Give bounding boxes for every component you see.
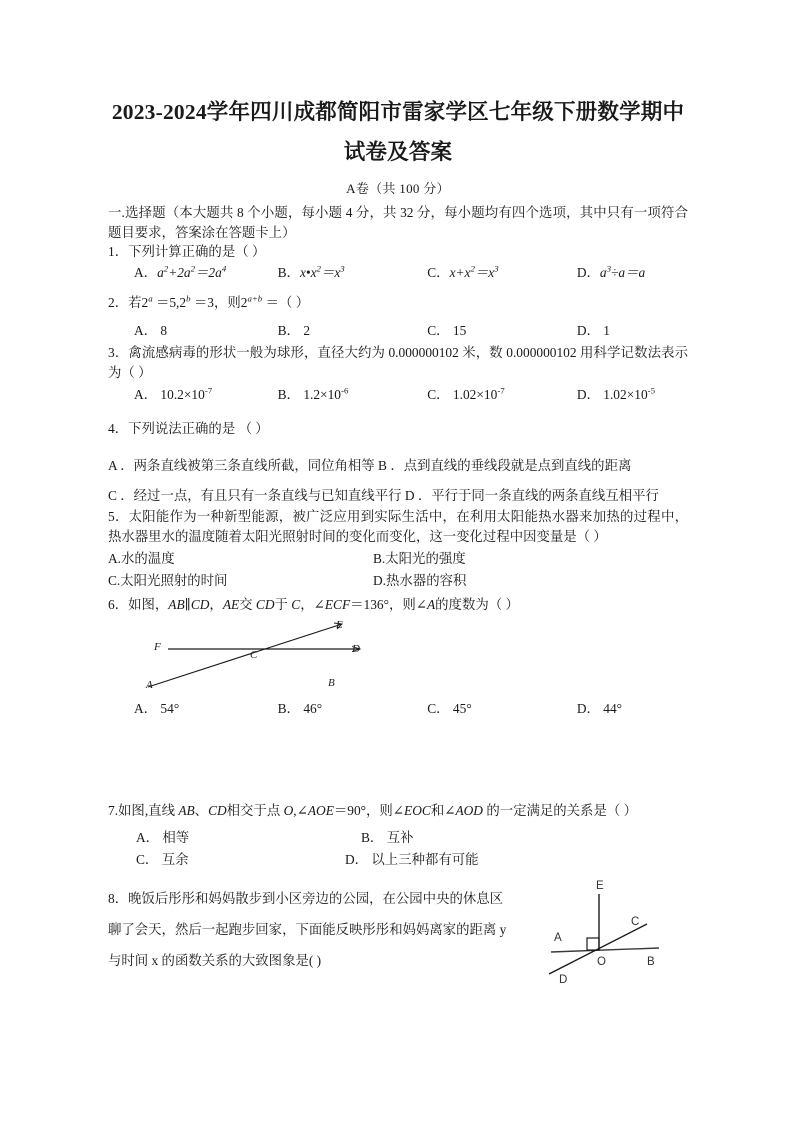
option-c-value: 15 xyxy=(452,323,467,339)
question-4-stem xyxy=(108,419,688,439)
option-d-label: D． xyxy=(576,387,600,403)
option-a[interactable] xyxy=(136,827,361,849)
question-4-number: 4． xyxy=(108,421,129,437)
option-b-label: B． xyxy=(277,323,300,339)
option-b[interactable]: B．$x•x^2=x^3$ xyxy=(277,263,345,280)
option-a-value: 水的温度 xyxy=(121,551,175,567)
question-6-stem: 6．如图，AB∥CD，AE交 CD于 C，∠ECF＝136°，则∠A的度数为（ ） xyxy=(108,597,519,613)
option-c[interactable]: C． $1.02\times 10^{-7}$ xyxy=(427,385,505,403)
question-8-text-2: 聊了会天，然后一起跑步回家，下面能反映彤彤和妈妈离家的距离 y xyxy=(108,921,507,937)
question-2 xyxy=(108,293,688,342)
figure-label-C: C xyxy=(250,648,258,661)
option-b[interactable] xyxy=(278,321,428,341)
figure-label-C: C xyxy=(631,916,640,928)
paper-part-subtitle: A卷（共 100 分） xyxy=(346,181,450,196)
option-b-label: B． xyxy=(277,700,300,716)
section-heading: 一.选择题（本大题共 8 个小题，每小题 4 分，共 32 分，每小题均有四个选项，其中只有一项符合题目要求，答案涂在答题卡上） xyxy=(108,205,688,240)
question-8-stem-line-2 xyxy=(108,914,548,945)
question-3-stem xyxy=(108,343,688,382)
question-1-number: 1． xyxy=(108,244,129,259)
question-6-options xyxy=(108,699,688,719)
question-8-text-3: 与时间 x 的函数关系的大致图象是( ) xyxy=(108,952,322,968)
question-7-number: 7. xyxy=(108,802,119,818)
question-6 xyxy=(108,595,688,719)
option-b-value: 太阳光的强度 xyxy=(385,551,466,567)
figure-label-O: O xyxy=(597,956,606,968)
question-2-number: 2． xyxy=(108,294,129,310)
option-a[interactable]: A．$a^2+2a^2=2a^4$ xyxy=(134,263,227,280)
question-3 xyxy=(108,343,688,405)
question-4-text: 下列说法正确的是 （ ） xyxy=(128,421,269,437)
option-a-value: 8 xyxy=(160,323,168,339)
option-c[interactable] xyxy=(108,570,373,592)
option-d[interactable]: D．$a^3\div a=a$ xyxy=(576,263,646,280)
option-c[interactable] xyxy=(136,849,361,871)
option-d[interactable] xyxy=(345,849,610,871)
option-d-value: 以上三种都有可能 xyxy=(371,851,479,867)
figure-label-E: E xyxy=(336,618,343,631)
figure-label-D: D xyxy=(559,974,568,986)
question-1-stem xyxy=(108,242,688,262)
option-d[interactable] xyxy=(577,321,688,341)
question-1 xyxy=(108,242,688,283)
option-c-label: C． xyxy=(427,323,450,339)
figure-label-B: B xyxy=(328,676,335,689)
question-5-number: 5． xyxy=(108,509,129,525)
question-5 xyxy=(108,507,688,592)
question-3-number: 3． xyxy=(108,345,129,361)
question-3-options xyxy=(108,385,688,405)
option-c-label: C． xyxy=(427,387,450,403)
question-2-stem: 2．若$2^a =5,2^b =3$，则$2^{a+b}$ ＝（ ） xyxy=(108,293,310,310)
question-8-number: 8． xyxy=(108,890,129,906)
option-b[interactable] xyxy=(373,548,638,570)
option-b-value: 2 xyxy=(303,323,311,339)
option-a-label: A． xyxy=(134,264,158,280)
question-2-options xyxy=(108,321,688,341)
question-6-number: 6． xyxy=(108,597,129,613)
question-4-option-line-cd[interactable]: C ．经过一点，有且只有一条直线与已知直线平行 D ．平行于同一条直线的两条直线互相平行 xyxy=(108,487,659,503)
option-d[interactable]: D． $1.02\times 10^{-5}$ xyxy=(576,385,656,403)
figure-label-E: E xyxy=(596,880,604,892)
option-a-label: A． xyxy=(134,323,158,339)
option-c-label: C． xyxy=(427,264,450,280)
option-a[interactable]: A． $10.2\times 10^{-7}$ xyxy=(134,385,213,403)
option-b-value: 互补 xyxy=(386,829,414,845)
question-4 xyxy=(108,419,688,505)
option-b[interactable] xyxy=(278,699,428,719)
option-d-label: D． xyxy=(576,700,600,716)
option-c[interactable] xyxy=(427,321,577,341)
parallel-lines-diagram xyxy=(146,619,396,697)
question-8-stem-line-3 xyxy=(108,945,548,976)
option-d[interactable] xyxy=(373,570,638,592)
option-d-value: 热水器的容积 xyxy=(386,573,467,589)
option-c[interactable]: C．$x+x^2=x^3$ xyxy=(427,263,499,280)
option-d-value: 1 xyxy=(603,323,610,339)
option-c-label: C. xyxy=(108,573,121,589)
option-d-label: D． xyxy=(576,264,600,280)
option-d-value: 44° xyxy=(603,700,623,716)
question-7-figure xyxy=(543,878,693,1000)
figure-label-F: F xyxy=(154,640,161,653)
question-6-figure xyxy=(146,619,396,697)
option-d-label: D. xyxy=(373,573,387,589)
question-7-options-row-1 xyxy=(108,827,688,849)
option-a-label: A． xyxy=(134,387,158,403)
option-b[interactable] xyxy=(361,827,626,849)
question-5-text: 太阳能作为一种新型能源，被广泛应用到实际生活中，在利用太阳能热水器来加热的过程中，热水器里水的温度随着太阳光照射时间的变化而变化，这一变化过程中因变量是（ ） xyxy=(108,509,688,544)
option-b-label: B． xyxy=(277,264,300,280)
option-d-label: D． xyxy=(345,851,369,867)
option-a[interactable] xyxy=(134,699,278,719)
option-c[interactable] xyxy=(427,699,577,719)
option-c-value: 45° xyxy=(452,700,472,716)
option-a[interactable] xyxy=(108,548,373,570)
question-1-text: 下列计算正确的是（ ） xyxy=(128,244,266,259)
option-c-label: C． xyxy=(427,700,450,716)
figure-label-B: B xyxy=(647,956,655,968)
option-a-value: 54° xyxy=(160,700,180,716)
question-8 xyxy=(108,883,548,976)
option-c-value: 互余 xyxy=(161,851,189,867)
figure-label-A: A xyxy=(146,678,153,691)
question-1-options xyxy=(108,263,688,283)
option-a-value: 相等 xyxy=(162,829,190,845)
option-c-value: 太阳光照射的时间 xyxy=(120,573,228,589)
page-title: 2023-2024学年四川成都简阳市雷家学区七年级下册数学期中试卷及答案 xyxy=(111,100,685,164)
question-7-options-row-2 xyxy=(108,849,688,871)
figure-label-D: D xyxy=(352,642,360,655)
option-d-label: D． xyxy=(576,323,600,339)
question-8-text-1: 晚饭后彤彤和妈妈散步到小区旁边的公园，在公园中央的休息区 xyxy=(128,890,504,906)
figure-label-A: A xyxy=(554,932,562,944)
question-5-options-row-2 xyxy=(108,570,688,592)
option-b-label: B. xyxy=(373,551,386,567)
question-7 xyxy=(108,801,688,871)
question-4-option-line-ab[interactable]: A ．两条直线被第三条直线所截，同位角相等 B ．点到直线的垂线段就是点到直线的距离 xyxy=(108,457,632,473)
option-b-value: 46° xyxy=(303,700,323,716)
option-a-label: A. xyxy=(108,551,122,567)
option-a-label: A． xyxy=(136,829,160,845)
question-3-text: 禽流感病毒的形状一般为球形，直径大约为 0.000000102 米，数 0.000000102 用科学记数法表示为（ ） xyxy=(108,345,688,380)
question-5-stem xyxy=(108,507,688,546)
option-b[interactable]: B． $1.2\times 10^{-6}$ xyxy=(277,385,349,403)
option-b-label: B． xyxy=(277,387,300,403)
option-b-label: B． xyxy=(361,829,384,845)
question-7-stem: 7.如图,直线 AB、CD相交于点 O,∠AOE＝90°，则∠EOC和∠AOD 的一定满足的关系是（ ） xyxy=(108,802,637,818)
question-8-stem-line-1 xyxy=(108,883,548,914)
option-d[interactable] xyxy=(577,699,688,719)
option-a-label: A． xyxy=(134,700,158,716)
option-c-label: C． xyxy=(136,851,159,867)
question-5-options-row-1 xyxy=(108,548,688,570)
option-a[interactable] xyxy=(134,321,278,341)
